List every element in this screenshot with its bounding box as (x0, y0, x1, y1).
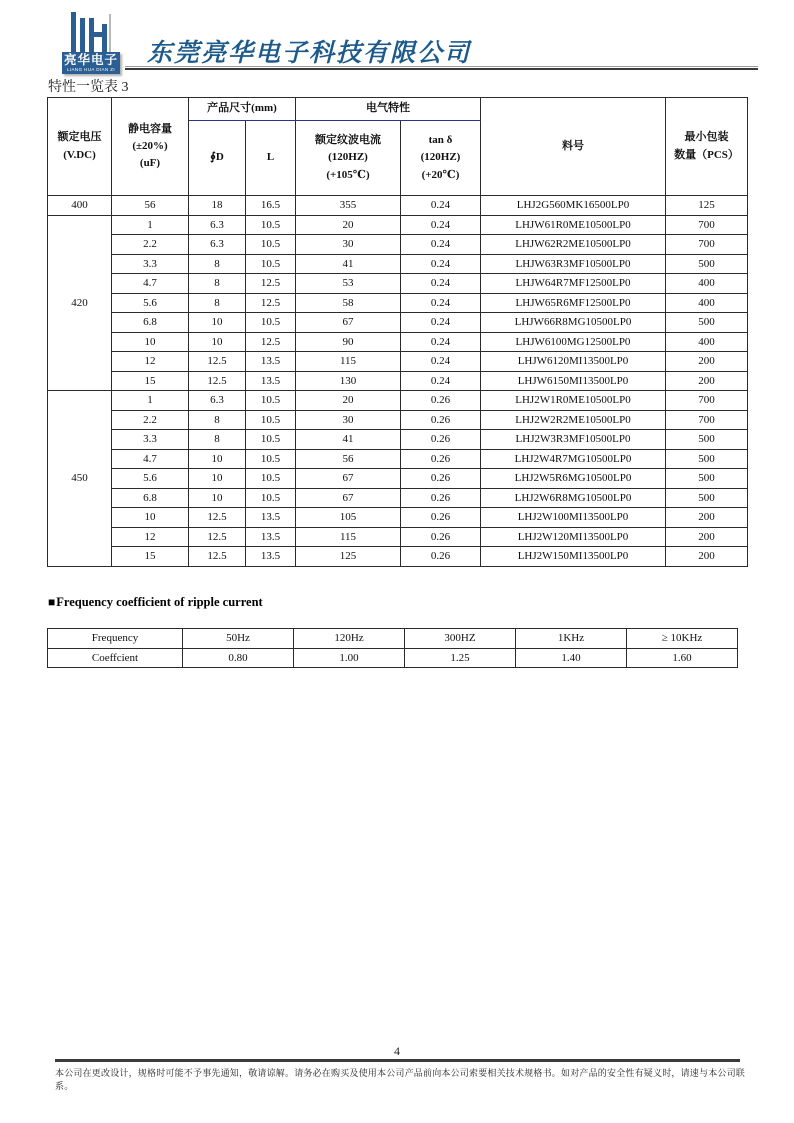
spec-table-cell: 10.5 (246, 235, 296, 255)
spec-table-cell: 58 (296, 293, 401, 313)
spec-table-cell: 10.5 (246, 313, 296, 333)
spec-table-cell: 0.24 (401, 371, 481, 391)
frequency-table-cell: Frequency (48, 629, 183, 649)
frequency-table-row (48, 648, 738, 668)
col-header-ripple (296, 121, 401, 196)
frequency-section-title-text: Frequency coefficient of ripple current (56, 595, 263, 609)
spec-table-cell: LHJW63R3MF10500LP0 (481, 254, 666, 274)
spec-table-cell: 15 (112, 547, 189, 567)
spec-table-cell: 10 (189, 332, 246, 352)
col-header-tan-line3: (+20℃) (421, 168, 460, 181)
spec-table-cell: 130 (296, 371, 401, 391)
spec-table-cell: 500 (666, 313, 748, 333)
spec-table-cell: 41 (296, 254, 401, 274)
spec-table-cell: LHJW62R2ME10500LP0 (481, 235, 666, 255)
spec-table-cell: 200 (666, 371, 748, 391)
spec-table-cell: 200 (666, 508, 748, 528)
spec-table-cell: 10.5 (246, 469, 296, 489)
spec-table-row (48, 391, 748, 411)
spec-table-cell: 0.24 (401, 196, 481, 216)
spec-table-cell: 0.24 (401, 254, 481, 274)
spec-table-cell: 500 (666, 469, 748, 489)
spec-table-cell: 10.5 (246, 215, 296, 235)
spec-table-cell: 200 (666, 547, 748, 567)
col-header-capacitance-line1: 静电容量 (128, 122, 172, 135)
spec-table-cell: 0.26 (401, 391, 481, 411)
col-header-voltage-line2: (V.DC) (63, 148, 96, 161)
spec-table-cell: 12.5 (189, 508, 246, 528)
spec-table-cell: 200 (666, 527, 748, 547)
spec-table-cell: 53 (296, 274, 401, 294)
voltage-cell: 420 (48, 215, 112, 391)
col-header-min-pack-line1: 最小包装 (684, 131, 729, 144)
spec-table-cell: LHJ2W1R0ME10500LP0 (481, 391, 666, 411)
col-group-size: 产品尺寸(mm) (189, 98, 296, 121)
spec-table-cell: 0.26 (401, 508, 481, 528)
spec-table-cell: 10 (189, 313, 246, 333)
spec-table-cell: 6.3 (189, 391, 246, 411)
spec-table-cell: 0.26 (401, 488, 481, 508)
spec-table-cell: LHJ2W2R2ME10500LP0 (481, 410, 666, 430)
footer-divider (55, 1059, 740, 1062)
col-header-ripple-line2: (120HZ) (328, 151, 368, 164)
spec-table-cell: 0.24 (401, 274, 481, 294)
spec-table-row (48, 488, 748, 508)
spec-table-cell: 500 (666, 430, 748, 450)
spec-table-cell: LHJW66R8MG10500LP0 (481, 313, 666, 333)
spec-table-cell: 16.5 (246, 196, 296, 216)
frequency-table (47, 628, 738, 668)
spec-table-cell: 8 (189, 274, 246, 294)
spec-table-cell: 13.5 (246, 352, 296, 372)
footer-disclaimer: 本公司在更改设计，规格时可能不予事先通知，敬请谅解。请务必在购买及使用本公司产品前向本公司索要相关技术规格书。如对产品的安全性有疑义时，请速与本公司联系。 (55, 1068, 746, 1091)
frequency-table-cell: 120Hz (294, 629, 405, 649)
page-title: 特性一览表 3 (48, 80, 129, 95)
col-header-length: L (246, 121, 296, 196)
col-header-ripple-line1: 额定纹波电流 (315, 134, 381, 147)
spec-table-cell: LHJW6120MI13500LP0 (481, 352, 666, 372)
col-header-part-number: 料号 (481, 98, 666, 196)
col-header-ripple-line3: (+105℃) (326, 168, 370, 181)
col-header-voltage (48, 98, 112, 196)
spec-table-cell: 12.5 (246, 332, 296, 352)
spec-table-cell: LHJ2W100MI13500LP0 (481, 508, 666, 528)
spec-table-cell: 700 (666, 235, 748, 255)
spec-table-cell: 355 (296, 196, 401, 216)
spec-table-cell: 400 (666, 332, 748, 352)
frequency-table-cell: 50Hz (183, 629, 294, 649)
spec-table-cell: 10.5 (246, 410, 296, 430)
col-header-voltage-line1: 额定电压 (57, 131, 102, 144)
col-group-electrical: 电气特性 (296, 98, 481, 121)
spec-table-cell: LHJ2W6R8MG10500LP0 (481, 488, 666, 508)
frequency-table-row (48, 629, 738, 649)
spec-table-cell: 125 (666, 196, 748, 216)
spec-table-cell: 1 (112, 391, 189, 411)
spec-table-cell: 0.26 (401, 527, 481, 547)
spec-table-cell: 400 (666, 293, 748, 313)
company-name: 东莞亮华电子科技有限公司 (147, 40, 472, 67)
spec-table-cell: 105 (296, 508, 401, 528)
spec-table-cell: 10.5 (246, 391, 296, 411)
spec-table-cell: 10 (189, 469, 246, 489)
spec-table-cell: 20 (296, 391, 401, 411)
spec-table-cell: 115 (296, 527, 401, 547)
spec-table-cell: LHJW65R6MF12500LP0 (481, 293, 666, 313)
col-header-tan-delta (401, 121, 481, 196)
spec-table-row (48, 508, 748, 528)
spec-table-cell: 0.26 (401, 430, 481, 450)
spec-table-row (48, 469, 748, 489)
frequency-table-cell: Coeffcient (48, 648, 183, 668)
spec-table-cell: 8 (189, 410, 246, 430)
spec-table-cell: LHJ2W4R7MG10500LP0 (481, 449, 666, 469)
spec-table-cell: 20 (296, 215, 401, 235)
spec-table-cell: 400 (666, 274, 748, 294)
spec-table-cell: 0.24 (401, 235, 481, 255)
spec-table-cell: 13.5 (246, 508, 296, 528)
spec-table-row (48, 235, 748, 255)
spec-table-cell: 6.3 (189, 235, 246, 255)
spec-table-cell: 56 (296, 449, 401, 469)
voltage-cell: 400 (48, 196, 112, 216)
spec-table-row (48, 352, 748, 372)
spec-table-cell: 2.2 (112, 235, 189, 255)
spec-table-cell: LHJW6150MI13500LP0 (481, 371, 666, 391)
spec-table-cell: 12 (112, 527, 189, 547)
spec-table-cell: 8 (189, 430, 246, 450)
frequency-table-cell: 1KHz (516, 629, 627, 649)
spec-table-cell: 0.24 (401, 332, 481, 352)
spec-table-cell: 0.26 (401, 410, 481, 430)
spec-table-cell: 13.5 (246, 371, 296, 391)
spec-table-cell: 67 (296, 469, 401, 489)
frequency-table-cell: 1.60 (627, 648, 738, 668)
spec-table-cell: 2.2 (112, 410, 189, 430)
spec-table-cell: LHJW64R7MF12500LP0 (481, 274, 666, 294)
spec-table-cell: 500 (666, 488, 748, 508)
spec-table-cell: 12.5 (189, 547, 246, 567)
spec-table-cell: 10 (112, 332, 189, 352)
spec-table-cell: 90 (296, 332, 401, 352)
spec-table-cell: 8 (189, 254, 246, 274)
col-header-tan-line1: tan δ (428, 134, 453, 147)
spec-table-cell: 30 (296, 410, 401, 430)
spec-table-cell: 4.7 (112, 449, 189, 469)
spec-table-cell: 10.5 (246, 430, 296, 450)
spec-table-row (48, 332, 748, 352)
spec-table-row (48, 254, 748, 274)
col-header-min-pack (666, 98, 748, 196)
spec-table-cell: LHJW6100MG12500LP0 (481, 332, 666, 352)
col-header-min-pack-line2: 数量（PCS） (674, 148, 739, 161)
spec-table-cell: 10.5 (246, 254, 296, 274)
spec-table-cell: 12.5 (189, 527, 246, 547)
spec-table-cell: 13.5 (246, 547, 296, 567)
spec-table (47, 97, 748, 567)
spec-table-cell: 15 (112, 371, 189, 391)
frequency-table-cell: 300HZ (405, 629, 516, 649)
logo-band (62, 52, 120, 74)
spec-table-cell: 115 (296, 352, 401, 372)
col-header-tan-line2: (120HZ) (420, 151, 461, 164)
spec-table-cell: LHJ2W3R3MF10500LP0 (481, 430, 666, 450)
frequency-table-cell: ≥ 10KHz (627, 629, 738, 649)
logo-text: 亮华电子 (63, 53, 118, 67)
spec-table-cell: 41 (296, 430, 401, 450)
header-divider (125, 66, 758, 70)
spec-table-row (48, 371, 748, 391)
spec-table-cell: LHJW61R0ME10500LP0 (481, 215, 666, 235)
spec-table-cell: 0.24 (401, 215, 481, 235)
spec-table-cell: 3.3 (112, 254, 189, 274)
spec-table-cell: 1 (112, 215, 189, 235)
spec-table-cell: 4.7 (112, 274, 189, 294)
spec-header-row-1 (48, 98, 748, 121)
spec-table-row (48, 410, 748, 430)
spec-table-cell: 0.26 (401, 547, 481, 567)
spec-table-cell: 6.8 (112, 488, 189, 508)
spec-table-row (48, 527, 748, 547)
spec-table-cell: 0.24 (401, 313, 481, 333)
spec-table-cell: 10.5 (246, 488, 296, 508)
col-header-capacitance (112, 98, 189, 196)
spec-table-cell: 6.3 (189, 215, 246, 235)
spec-table-row (48, 274, 748, 294)
col-header-capacitance-line2: (±20%) (132, 139, 168, 152)
spec-table-cell: 13.5 (246, 527, 296, 547)
spec-table-cell: 0.24 (401, 352, 481, 372)
company-logo (62, 12, 120, 74)
spec-table-cell: 5.6 (112, 293, 189, 313)
square-bullet-icon: ■ (48, 595, 56, 609)
spec-table-cell: 6.8 (112, 313, 189, 333)
spec-table-cell: 10 (189, 488, 246, 508)
spec-table-cell: 700 (666, 410, 748, 430)
spec-table-cell: 700 (666, 215, 748, 235)
spec-table-cell: 8 (189, 293, 246, 313)
page-number: 4 (394, 1044, 400, 1058)
spec-table-cell: 67 (296, 488, 401, 508)
frequency-table-cell: 0.80 (183, 648, 294, 668)
spec-table-cell: 56 (112, 196, 189, 216)
col-header-diameter: ∮D (189, 121, 246, 196)
spec-table-cell: 10 (189, 449, 246, 469)
spec-table-cell: 500 (666, 254, 748, 274)
spec-table-cell: 0.24 (401, 293, 481, 313)
spec-table-cell: 12.5 (189, 352, 246, 372)
spec-table-cell: 12.5 (246, 274, 296, 294)
logo-subtext: LIANG HUA DIAN ZI (66, 67, 116, 72)
spec-table-row (48, 215, 748, 235)
voltage-cell: 450 (48, 391, 112, 567)
spec-table-cell: 67 (296, 313, 401, 333)
spec-table-cell: 5.6 (112, 469, 189, 489)
frequency-table-cell: 1.25 (405, 648, 516, 668)
spec-table-cell: 125 (296, 547, 401, 567)
spec-table-cell: 12.5 (189, 371, 246, 391)
spec-table-row (48, 196, 748, 216)
spec-table-row (48, 313, 748, 333)
col-header-capacitance-line3: (uF) (139, 157, 161, 170)
spec-table-cell: 10.5 (246, 449, 296, 469)
spec-table-cell: 0.26 (401, 469, 481, 489)
spec-table-cell: 500 (666, 449, 748, 469)
spec-table-cell: LHJ2W120MI13500LP0 (481, 527, 666, 547)
spec-table-cell: 12 (112, 352, 189, 372)
spec-table-row (48, 430, 748, 450)
frequency-section-title (48, 595, 263, 610)
spec-table-cell: 30 (296, 235, 401, 255)
spec-table-cell: 12.5 (246, 293, 296, 313)
spec-table-row (48, 293, 748, 313)
spec-table-cell: LHJ2W5R6MG10500LP0 (481, 469, 666, 489)
spec-table-cell: 3.3 (112, 430, 189, 450)
spec-table-cell: 200 (666, 352, 748, 372)
spec-table-cell: LHJ2W150MI13500LP0 (481, 547, 666, 567)
spec-table-cell: 0.26 (401, 449, 481, 469)
frequency-table-cell: 1.40 (516, 648, 627, 668)
spec-table-row (48, 449, 748, 469)
frequency-table-cell: 1.00 (294, 648, 405, 668)
spec-table-cell: 700 (666, 391, 748, 411)
spec-table-cell: 10 (112, 508, 189, 528)
logo-mark-icon (65, 12, 117, 52)
spec-table-row (48, 547, 748, 567)
spec-table-cell: LHJ2G560MK16500LP0 (481, 196, 666, 216)
spec-table-cell: 18 (189, 196, 246, 216)
